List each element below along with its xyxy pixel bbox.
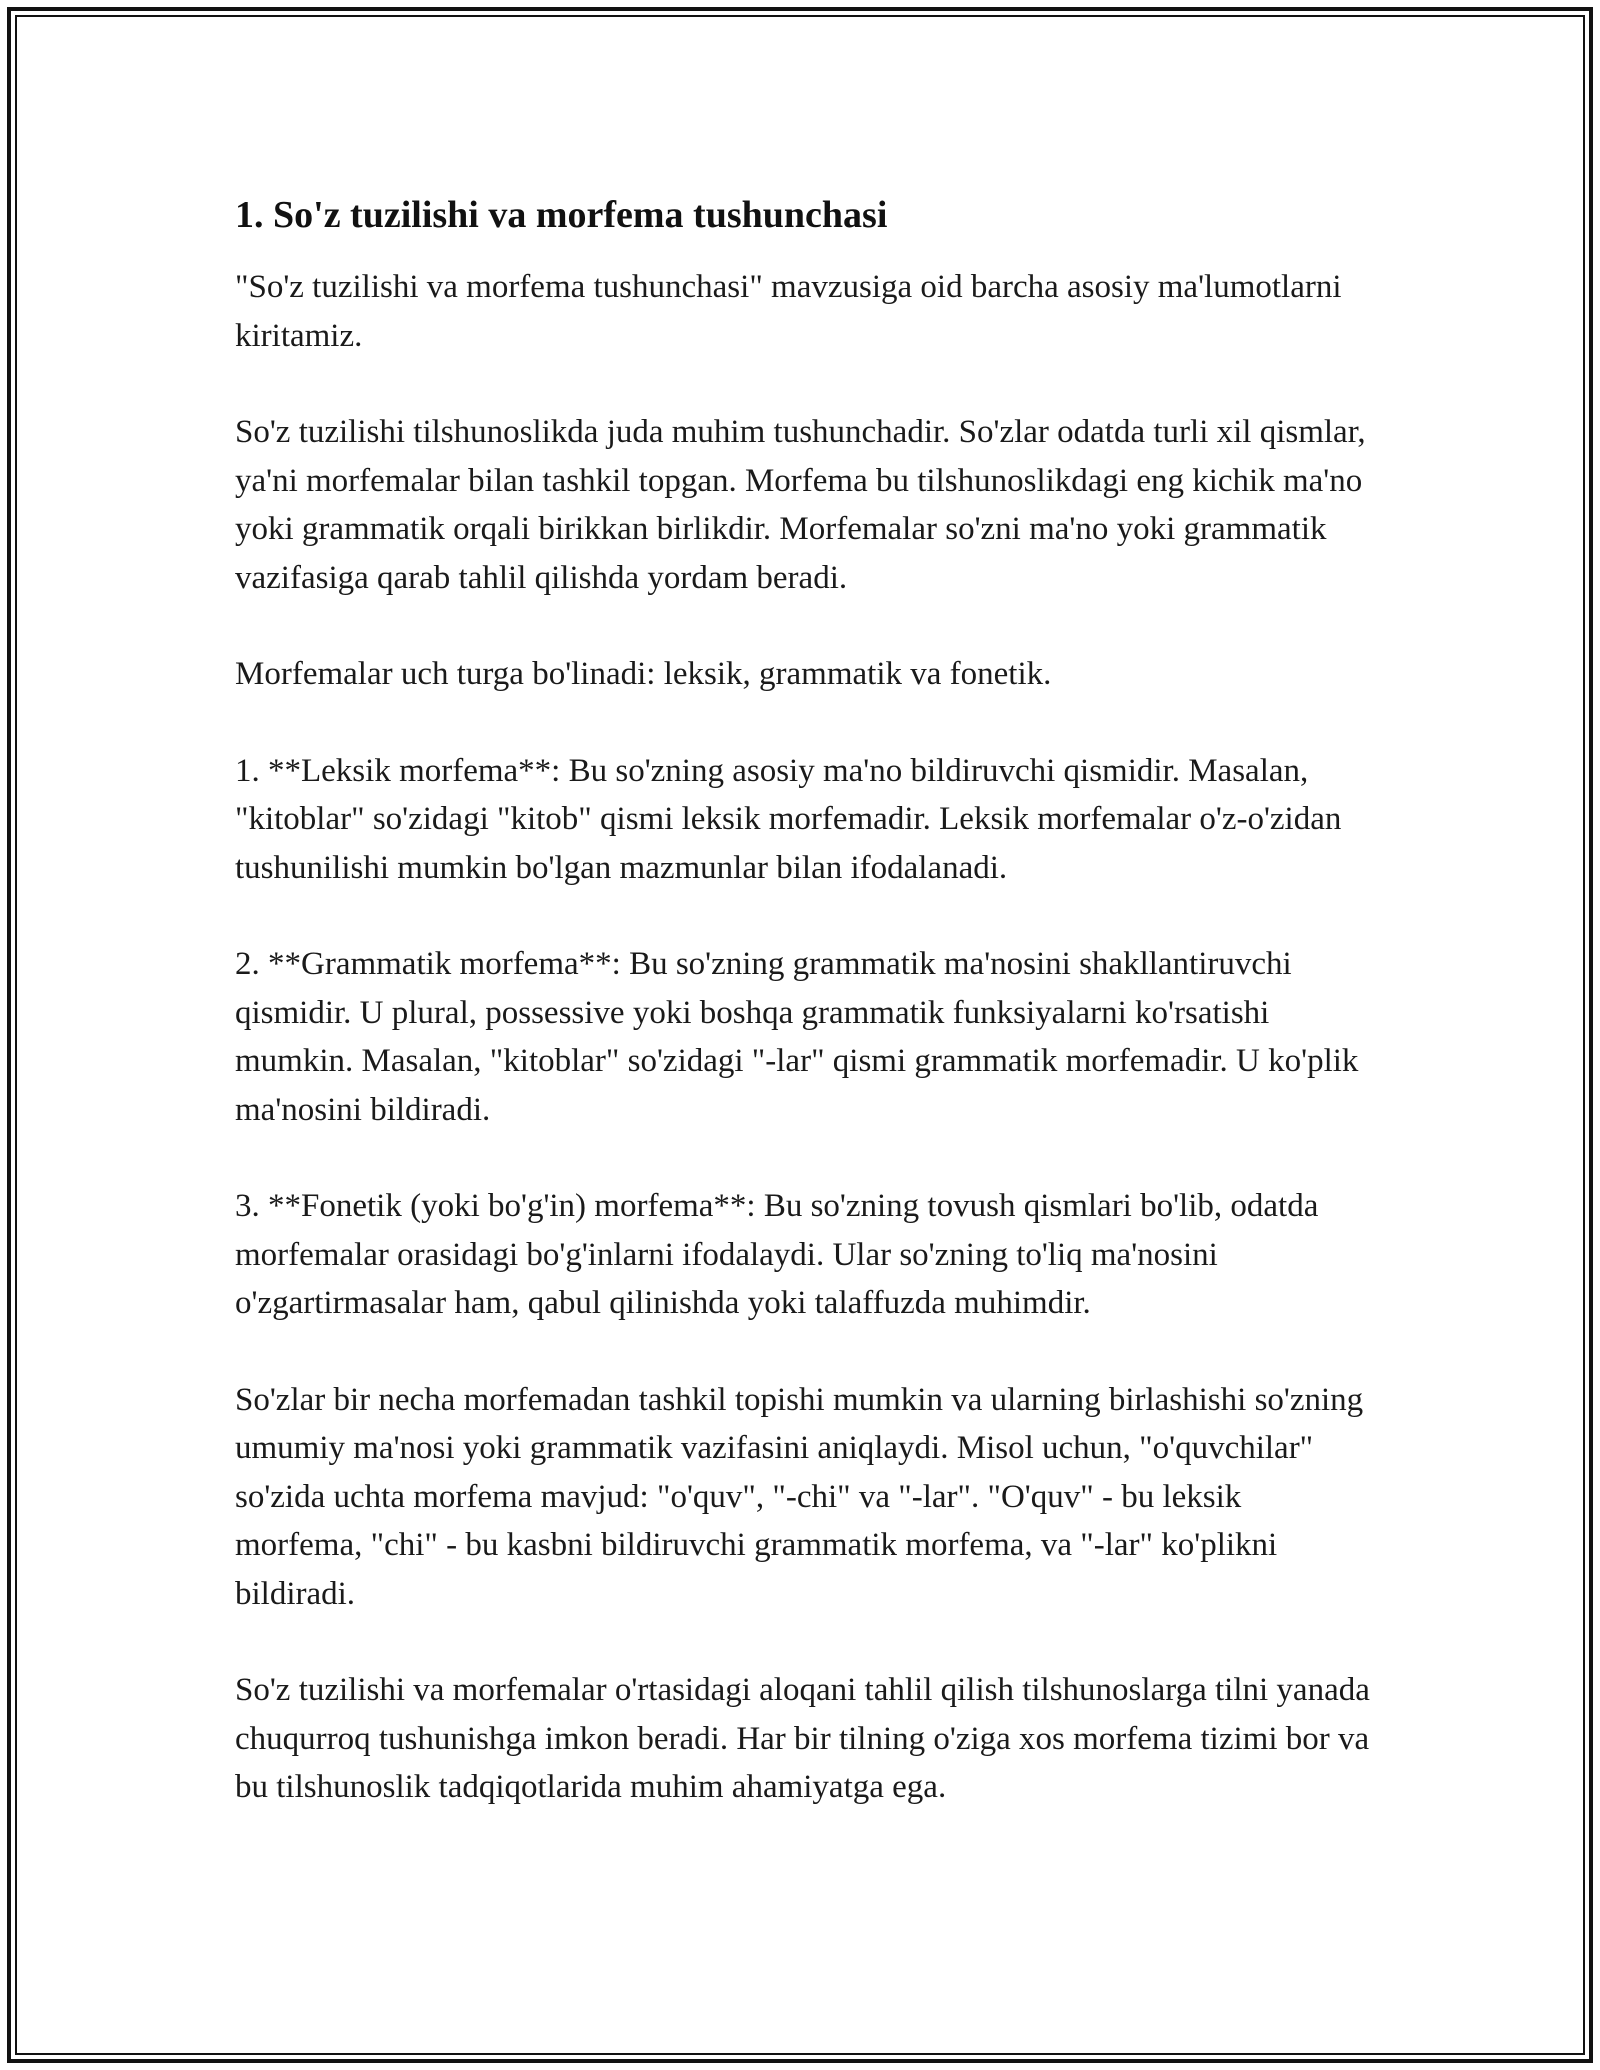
paragraph-example: So'zlar bir necha morfemadan tashkil topishi mumkin va ularning birlashishi so'zning umumiy ma'nosi yoki grammatik vazifasini aniqlaydi. Misol uchun, "o'quvchilar" so'zida uchta morfema mavjud: "o'quv", "-chi" va "-lar". "O'quv" - bu leksik morfema, "chi" - bu kasbni bildiruvchi grammatik morfema, va "-lar" ko'plikni bildiradi. [235,1381,1364,1612]
document-title: 1. So'z tuzilishi va morfema tushunchasi [235,194,888,236]
paragraph-conclusion: So'z tuzilishi va morfemalar o'rtasidagi aloqani tahlil qilish tilshunoslarga tilni yanada chuqurroq tushunishga imkon beradi. Har bir tilning o'ziga xos morfema tizimi bor va bu tilshunoslik tadqiqotlarida muhim ahamiyatga ega. [235,1672,1370,1805]
paragraph-intro: "So'z tuzilishi va morfema tushunchasi" mavzusiga oid barcha asosiy ma'lumotlarni kiritamiz. [235,269,1342,354]
paragraph-grammatical-morpheme: 2. **Grammatik morfema**: Bu so'zning grammatik ma'nosini shakllantiruvchi qismidir. U plural, possessive yoki boshqa grammatik funksiyalarni ko'rsatishi mumkin. Masalan, "kitoblar" so'zidagi "-lar" qismi grammatik morfemadir. U ko'plik ma'nosini bildiradi. [235,946,1359,1128]
document-body [235,185,1375,1860]
paragraph-types-summary: Morfemalar uch turga bo'linadi: leksik, grammatik va fonetik. [235,656,1052,692]
paragraph-lexical-morpheme: 1. **Leksik morfema**: Bu so'zning asosiy ma'no bildiruvchi qismidir. Masalan, "kitoblar" so'zidagi "kitob" qismi leksik morfemadir. Leksik morfemalar o'z-o'zidan tushunilishi mumkin bo'lgan mazmunlar bilan ifodalanadi. [235,752,1342,886]
paragraph-definition: So'z tuzilishi tilshunoslikda juda muhim tushunchadir. So'zlar odatda turli xil qismlar, ya'ni morfemalar bilan tashkil topgan. Morfema bu tilshunoslikdagi eng kichik ma'no yoki grammatik orqali birikkan birlikdir. Morfemalar so'zni ma'no yoki grammatik vazifasiga qarab tahlil qilishda yordam beradi. [235,414,1366,596]
paragraph-phonetic-morpheme: 3. **Fonetik (yoki bo'g'in) morfema**: Bu so'zning tovush qismlari bo'lib, odatda morfemalar orasidagi bo'g'inlarni ifodalaydi. Ular so'zning to'liq ma'nosini o'zgartirmasalar ham, qabul qilinishda yoki talaffuzda muhimdir. [235,1188,1319,1321]
